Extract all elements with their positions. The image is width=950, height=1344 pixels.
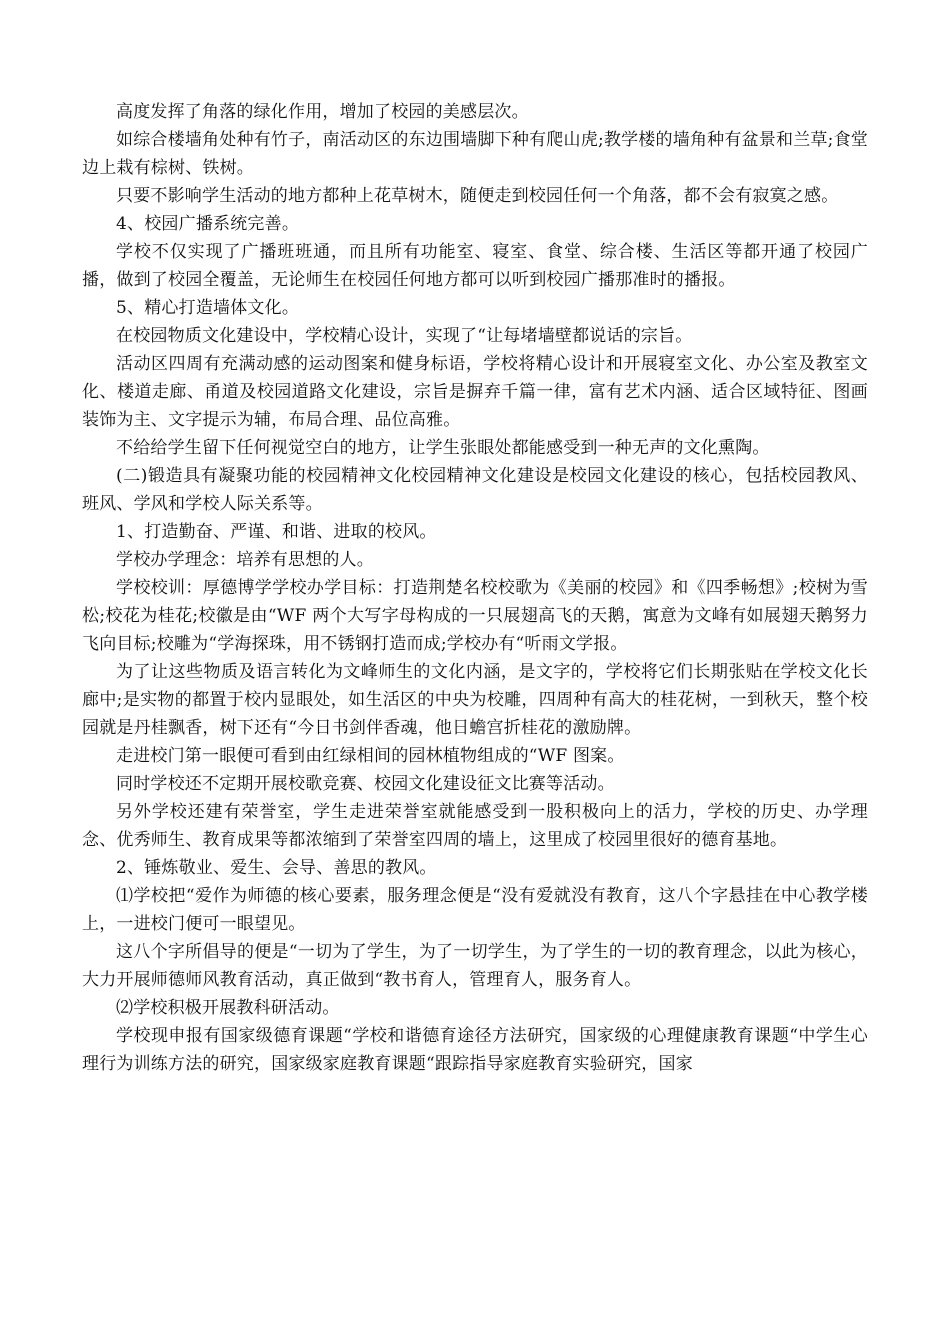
subsection-heading-2: 2、锤炼敬业、爱生、会导、善思的教风。 xyxy=(116,858,437,878)
paragraph-7: 在校园物质文化建设中，学校精心设计，实现了“让每堵墙壁都说话的宗旨。 xyxy=(116,326,693,346)
paragraph-13: 学校校训：厚德博学学校办学目标：打造荆楚名校校歌为《美丽的校园》和《四季畅想》;校树为雪松;校花为桂花;校徽是由“WF 两个大写字母构成的一只展翅高飞的天鹅，寓意为文峰有如展翅天鹅努力飞向目标;校雕为“学海探珠，用不锈钢打造而成;学校办有“听雨文学报。 xyxy=(82,578,868,654)
paragraph-22: 学校现申报有国家级德育课题“学校和谐德育途径方法研究，国家级的心理健康教育课题“中学生心理行为训练方法的研究，国家级家庭教育课题“跟踪指导家庭教育实验研究，国家 xyxy=(82,1026,868,1074)
section-heading-5: 5、精心打造墙体文化。 xyxy=(116,298,300,318)
paragraph-8: 活动区四周有充满动感的运动图案和健身标语，学校将精心设计和开展寝室文化、办公室及教室文化、楼道走廊、甬道及校园道路文化建设，宗旨是摒弃千篇一律，富有艺术内涵、适合区域特征、图画装饰为主、文字提示为辅，布局合理、品位高雅。 xyxy=(82,354,868,430)
paragraph-2: 如综合楼墙角处种有竹子，南活动区的东边围墙脚下种有爬山虎;教学楼的墙角种有盆景和兰草;食堂边上栽有棕树、铁树。 xyxy=(82,130,868,178)
paragraph-17: 另外学校还建有荣誉室，学生走进荣誉室就能感受到一股积极向上的活力，学校的历史、办学理念、优秀师生、教育成果等都浓缩到了荣誉室四周的墙上，这里成了校园里很好的德育基地。 xyxy=(82,802,868,850)
paragraph-15: 走进校门第一眼便可看到由红绿相间的园林植物组成的“WF 图案。 xyxy=(116,746,625,766)
paragraph-12: 学校办学理念：培养有思想的人。 xyxy=(116,550,374,570)
paragraph-21: ⑵学校积极开展教科研活动。 xyxy=(116,998,340,1018)
paragraph-14: 为了让这些物质及语言转化为文峰师生的文化内涵，是文字的，学校将它们长期张贴在学校文化长廊中;是实物的都置于校内显眼处，如生活区的中央为校雕，四周种有高大的桂花树，一到秋天，整个校园就是丹桂飘香，树下还有“今日书剑伴香魂，他日蟾宫折桂花的激励牌。 xyxy=(82,662,868,738)
paragraph-19: ⑴学校把“爱作为师德的核心要素，服务理念便是“没有爱就没有教育，这八个字悬挂在中心教学楼上，一进校门便可一眼望见。 xyxy=(82,886,868,934)
paragraph-9: 不给给学生留下任何视觉空白的地方，让学生张眼处都能感受到一种无声的文化熏陶。 xyxy=(116,438,770,458)
paragraph-5: 学校不仅实现了广播班班通，而且所有功能室、寝室、食堂、综合楼、生活区等都开通了校园广播，做到了校园全覆盖，无论师生在校园任何地方都可以听到校园广播那准时的播报。 xyxy=(82,242,868,290)
paragraph-1: 高度发挥了角落的绿化作用，增加了校园的美感层次。 xyxy=(116,102,529,122)
section-heading-2: (二)锻造具有凝聚功能的校园精神文化校园精神文化建设是校园文化建设的核心，包括校园教风、班风、学风和学校人际关系等。 xyxy=(82,466,868,514)
document-body xyxy=(82,98,868,1078)
subsection-heading-1: 1、打造勤奋、严谨、和谐、进取的校风。 xyxy=(116,522,437,542)
paragraph-20: 这八个字所倡导的便是“一切为了学生，为了一切学生，为了学生的一切的教育理念，以此为核心，大力开展师德师风教育活动，真正做到“教书育人，管理育人，服务育人。 xyxy=(82,942,868,990)
paragraph-3: 只要不影响学生活动的地方都种上花草树木，随便走到校园任何一个角落，都不会有寂寞之感。 xyxy=(116,186,839,206)
section-heading-4: 4、校园广播系统完善。 xyxy=(116,214,300,234)
paragraph-16: 同时学校还不定期开展校歌竞赛、校园文化建设征文比赛等活动。 xyxy=(116,774,615,794)
